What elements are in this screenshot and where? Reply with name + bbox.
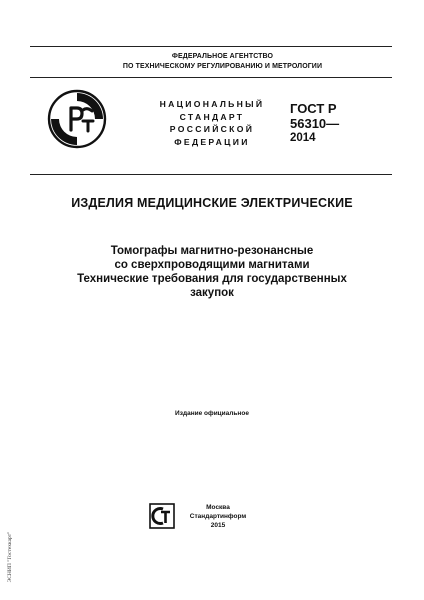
standard-kind [142, 98, 282, 148]
agency-header [60, 52, 385, 72]
subtitle-line-2: со сверхпроводящими магнитами [114, 259, 310, 271]
gost-label: ГОСТ Р [290, 101, 337, 116]
subtitle [20, 244, 404, 300]
header-rule [30, 77, 392, 78]
publisher-info [182, 503, 254, 530]
rst-gost-emblem-icon [47, 89, 107, 149]
agency-line-1: ФЕДЕРАЛЬНОЕ АГЕНТСТВО [171, 53, 274, 60]
title-rule [30, 174, 392, 175]
top-rule [30, 46, 392, 47]
publisher-city: Москва [206, 504, 230, 511]
publisher-year: 2015 [210, 522, 226, 529]
gost-designation [290, 102, 339, 146]
gost-number: 56310— [290, 115, 340, 131]
subtitle-line-4: закупок [190, 287, 234, 299]
agency-line-2: ПО ТЕХНИЧЕСКОМУ РЕГУЛИРОВАНИЮ И МЕТРОЛОГИИ [122, 63, 323, 70]
standard-kind-line-2: СТАНДАРТ [179, 111, 245, 122]
publisher-name: Стандартинформ [189, 513, 247, 520]
standard-kind-line-1: НАЦИОНАЛЬНЫЙ [159, 99, 265, 109]
standartinform-logo-icon [149, 503, 175, 529]
margin-stamp [2, 520, 13, 596]
standard-kind-line-3: РОССИЙСКОЙ [169, 124, 255, 134]
gost-year: 2014 [290, 132, 316, 144]
standard-kind-line-4: ФЕДЕРАЦИИ [174, 136, 250, 147]
subtitle-line-3: Технические требования для государственных [77, 273, 347, 285]
subtitle-line-1: Томографы магнитно-резонансные [110, 245, 314, 257]
main-title: ИЗДЕЛИЯ МЕДИЦИНСКИЕ ЭЛЕКТРИЧЕСКИЕ [71, 196, 353, 210]
edition-label: Издание официальное [175, 410, 249, 417]
margin-stamp-text: ЭСНИП "Гостехкарт" [7, 531, 13, 583]
